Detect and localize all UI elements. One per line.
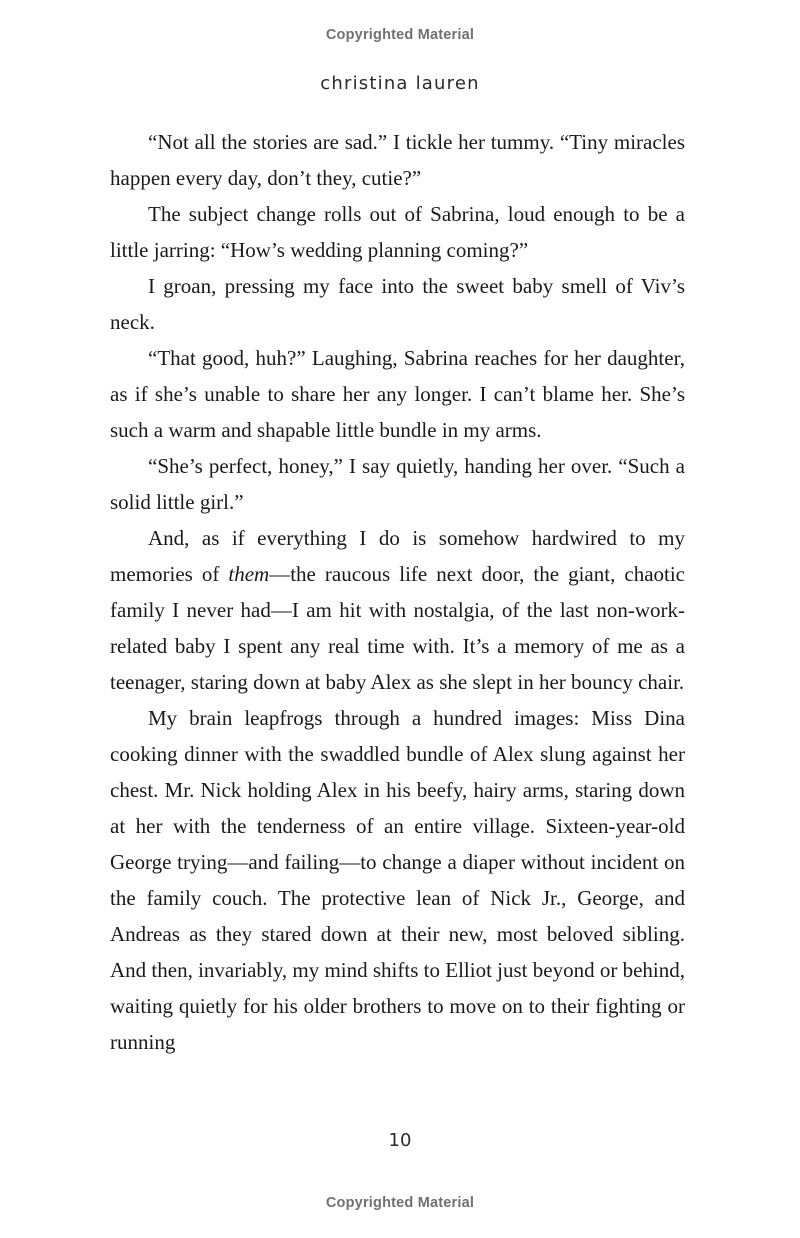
paragraph-1: “Not all the stories are sad.” I tickle her tummy. “Tiny miracles happen every day, don’t they, cutie?”: [110, 130, 685, 190]
paragraph-6-start: And, as if everything I do is somehow hardwired to my memories of: [110, 526, 685, 586]
paragraph-6-emphasis: them: [228, 562, 270, 586]
paragraph-6: [110, 520, 685, 700]
paragraph-4: “That good, huh?” Laughing, Sabrina reaches for her daughter, as if she’s unable to share her any longer. I can’t blame her. She’s such a warm and shapable little bundle in my arms.: [110, 346, 685, 442]
running-head-author: christina lauren: [320, 73, 480, 94]
paragraph-2: The subject change rolls out of Sabrina, loud enough to be a little jarring: “How’s wedding planning coming?”: [110, 202, 685, 262]
paragraph-5: “She’s perfect, honey,” I say quietly, handing her over. “Such a solid little girl.”: [110, 454, 685, 514]
paragraph-6-end: —the raucous life next door, the giant, chaotic family I never had—I am hit with nostalgia, of the last non-work-related baby I spent any real time with. It’s a memory of me as a teenager, staring down at baby Alex as she slept in her bouncy chair.: [110, 562, 686, 694]
copyright-watermark-bottom: Copyrighted Material: [325, 1195, 475, 1211]
copyright-watermark-top: Copyrighted Material: [325, 27, 475, 43]
page-number: 10: [388, 1130, 412, 1151]
paragraph-7: My brain leapfrogs through a hundred images: Miss Dina cooking dinner with the swaddled bundle of Alex slung against her chest. Mr. Nick holding Alex in his beefy, hairy arms, staring down at her with the tenderness of an entire village. Sixteen-year-old George trying—and failing—to change a diaper without incident on the family couch. The protective lean of Nick Jr., George, and Andreas as they stared down at their new, most beloved sibling. And then, invariably, my mind shifts to Elliot just beyond or behind, waiting quietly for his older brothers to move on to their fighting or running: [110, 706, 685, 1054]
body-text: [110, 124, 685, 1060]
paragraph-3: I groan, pressing my face into the sweet baby smell of Viv’s neck.: [110, 274, 685, 334]
